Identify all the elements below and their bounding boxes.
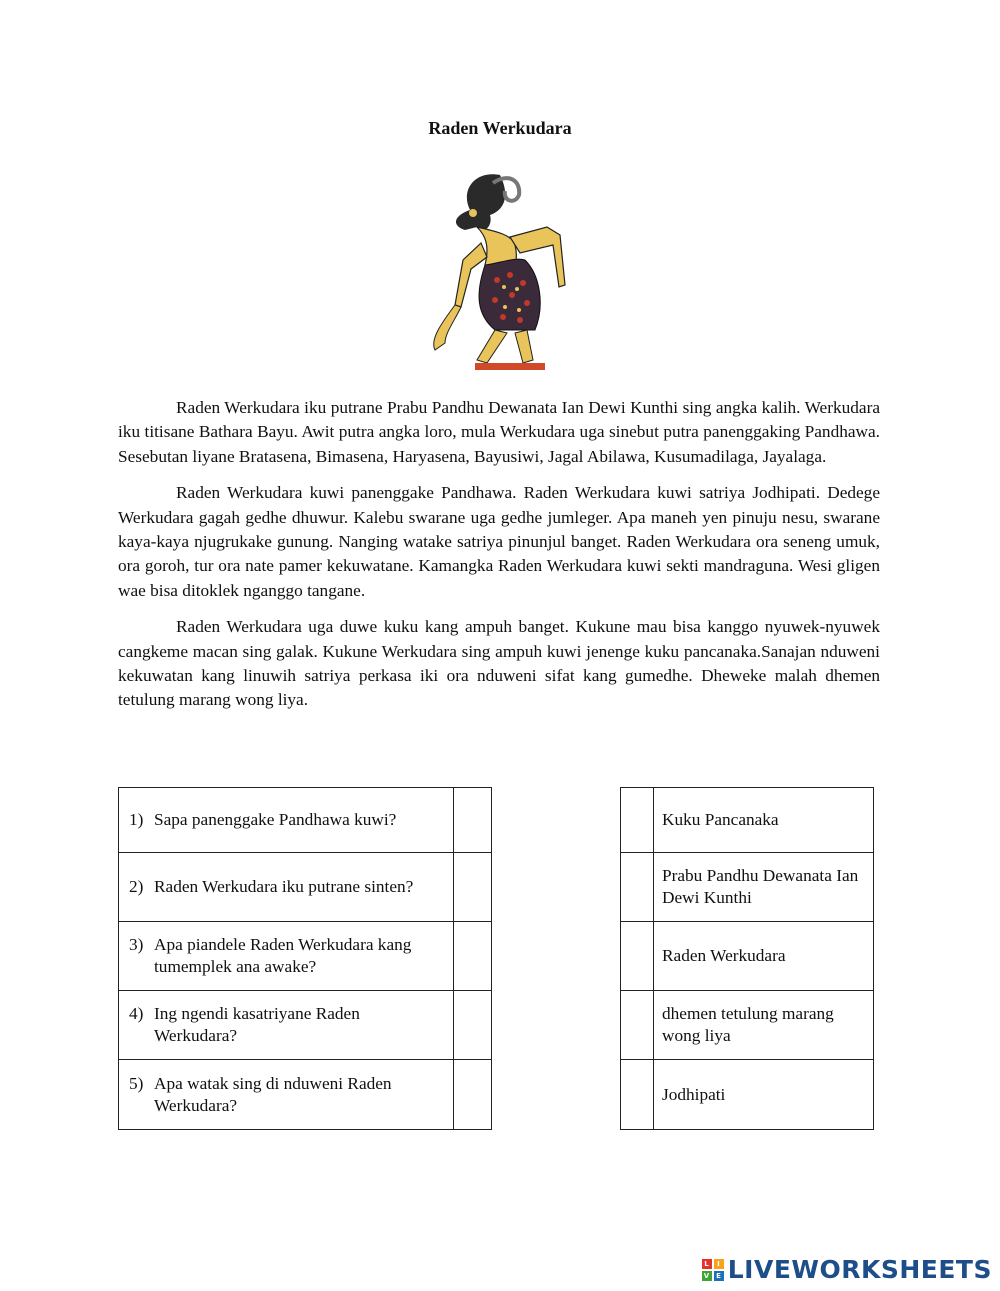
question-text: Apa watak sing di nduweni Raden Werkudara? [154,1073,392,1115]
match-box[interactable] [454,991,492,1060]
paragraph-1: Raden Werkudara iku putrane Prabu Pandhu Dewanata Ian Dewi Kunthi sing angka kalih. Werkudara iku titisane Bathara Bayu. Awit putra angka loro, mula Werkudara uga sinebut putra panenggaking Pandhawa. Sesebutan liyane Bratasena, Bimasena, Haryasena, Bayusiwi, Jagal Abilawa, Kusumadilaga, Jayalaga. [118,398,880,466]
answer-row [621,853,874,922]
match-box[interactable] [454,1060,492,1130]
liveworksheets-logo-icon: L I V E [702,1259,724,1281]
question-row [119,1060,492,1130]
wayang-puppet-icon [415,165,585,380]
question-number: 2) [129,877,144,896]
story-text [118,396,880,725]
question-number: 5) [129,1073,144,1093]
question-number: 1) [129,810,144,829]
match-box[interactable] [621,991,654,1060]
question-text: Apa piandele Raden Werkudara kang tumemplek ana awake? [154,935,412,976]
answer-text: Kuku Pancanaka [654,788,874,853]
question-row [119,922,492,991]
liveworksheets-logo [702,1255,992,1284]
answer-row [621,991,874,1060]
answer-text: Prabu Pandhu Dewanata Ian Dewi Kunthi [654,853,874,922]
match-box[interactable] [621,1060,654,1130]
question-row [119,991,492,1060]
questions-table [118,787,492,1130]
brand-name: LIVEWORKSHEETS [727,1255,992,1284]
worksheet-title: Raden Werkudara [428,118,572,138]
match-box[interactable] [454,922,492,991]
answer-row [621,1060,874,1130]
answer-row [621,788,874,853]
answer-row [621,922,874,991]
match-box[interactable] [621,788,654,853]
match-box[interactable] [454,853,492,922]
paragraph-2: Raden Werkudara kuwi panenggake Pandhawa. Raden Werkudara kuwi satriya Jodhipati. Dedege Werkudara gagah gedhe dhuwur. Kalebu swarane uga gedhe jumleger. Apa maneh yen pinuju nesu, swarane kaya-kaya njugrukake gunung. Nanging watake satriya pinunjul banget. Raden Werkudara ora seneng umuk, ora goroh, tur ora nate pamer kekuwatane. Kamangka Raden Werkudara kuwi sekti mandraguna. Wesi gligen wae bisa ditoklek nganggo tangane. [118,483,880,600]
question-text: Ing ngendi kasatriyane Raden Werkudara? [154,1004,360,1045]
question-number: 4) [129,1004,144,1023]
question-row [119,853,492,922]
match-box[interactable] [621,853,654,922]
question-text: Raden Werkudara iku putrane sinten? [154,877,414,896]
answer-text: Jodhipati [654,1060,874,1130]
match-box[interactable] [454,788,492,853]
answers-table [620,787,874,1130]
question-row [119,788,492,853]
paragraph-3: Raden Werkudara uga duwe kuku kang ampuh banget. Kukune mau bisa kanggo nyuwek-nyuwek cangkeme macan sing galak. Kukune Werkudara sing ampuh kuwi jenenge kuku pancanaka.Sanajan nduweni kekuwatan kang linuwih satriya perkasa iki ora nduweni sifat kang gumedhe. Dheweke malah dhemen tetulung marang wong liya. [118,617,880,710]
question-text: Sapa panenggake Pandhawa kuwi? [154,810,397,829]
question-number: 3) [129,935,144,954]
answer-text: Raden Werkudara [654,922,874,991]
answer-text: dhemen tetulung marang wong liya [654,991,874,1060]
match-box[interactable] [621,922,654,991]
